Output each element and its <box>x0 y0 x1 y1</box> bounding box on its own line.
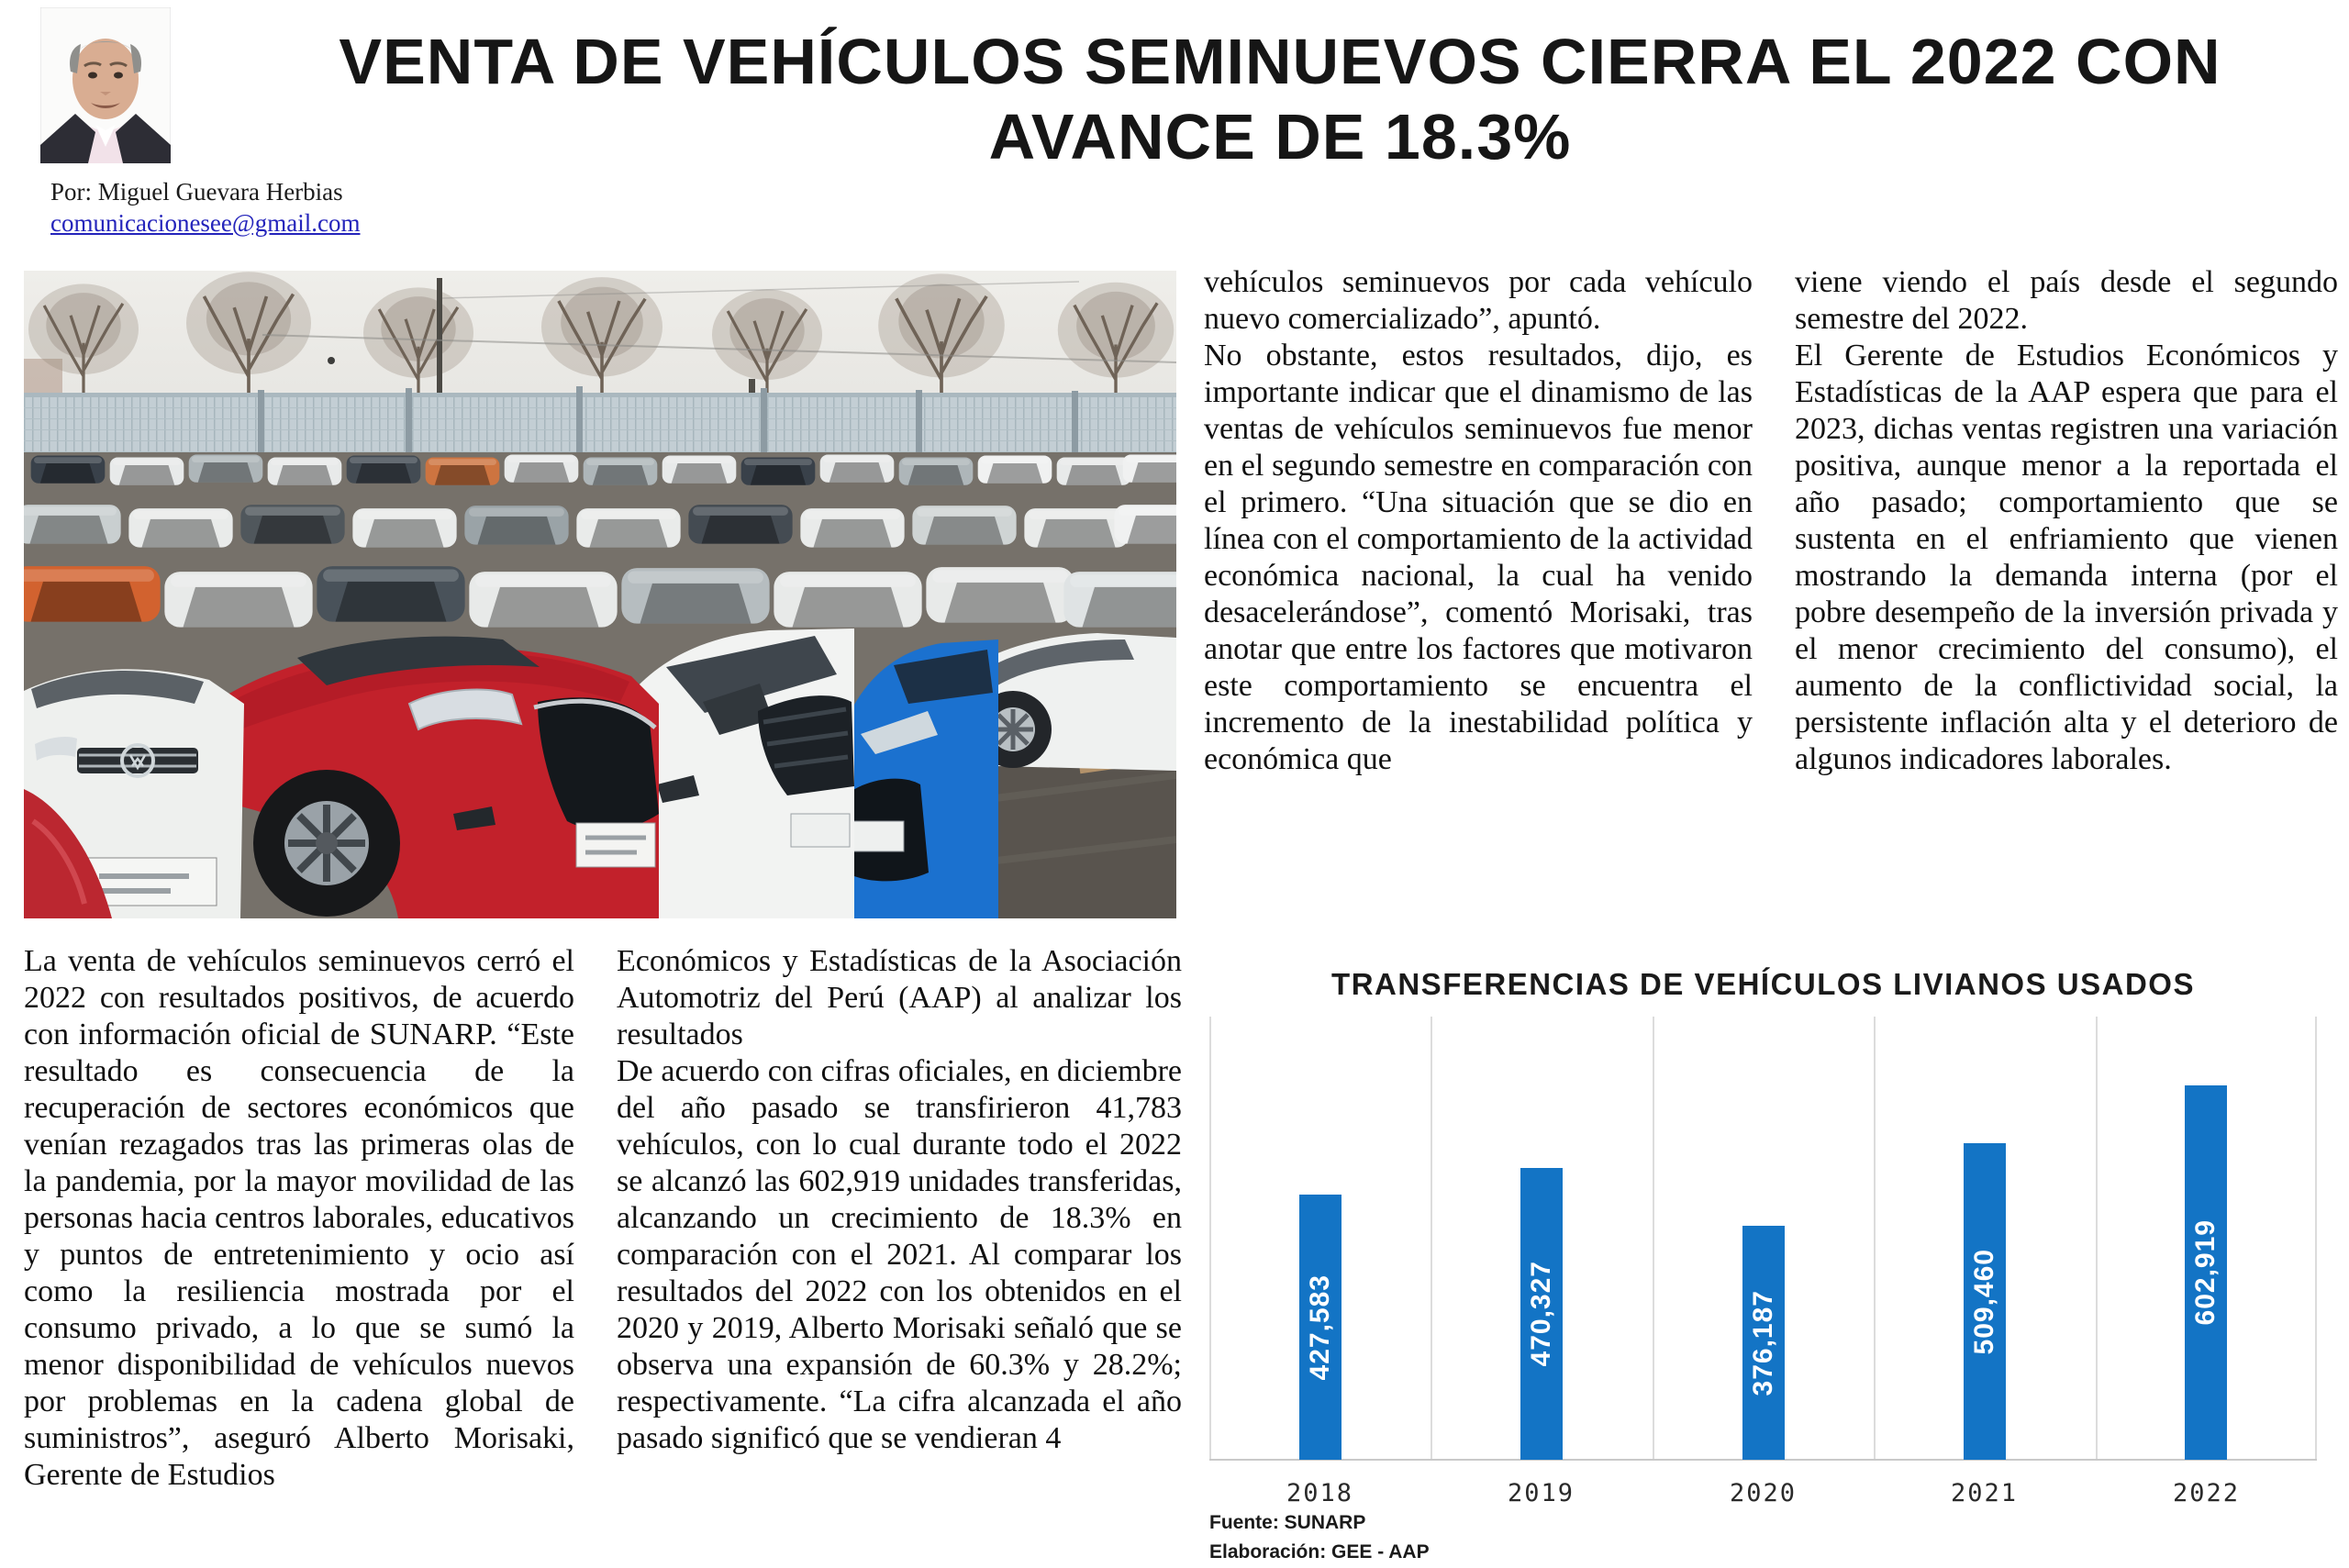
article-column-top-right <box>1795 264 2338 778</box>
chart-gridline <box>1653 1017 1654 1460</box>
bar-value-label: 376,187 <box>1748 1289 1778 1396</box>
paragraph: viene viendo el país desde el segundo semestre del 2022. <box>1795 265 2338 336</box>
article-column-top-middle <box>1204 264 1753 778</box>
used-car-lot-photo <box>24 271 1176 918</box>
page-title-line2: AVANCE DE 18.3% <box>988 101 1572 172</box>
chart-year-label: 2018 <box>1286 1479 1354 1507</box>
paragraph: No obstante, estos resultados, dijo, es importante indicar que el dinamismo de las ventas de vehículos seminuevos fue menor en el segundo semestre en comparación con el primero. “Una situación que se dio en línea con el comportamiento de la actividad económica nacional, la cual ha venido desacelerándose”, comentó Morisaki, tras anotar que entre los factores que motivaron este comportamiento se encuentra el incremento de la inestabilidad política y económica que <box>1204 339 1753 776</box>
paragraph: La venta de vehículos seminuevos cerró el 2022 con resultados positivos, de acuerdo con información oficial de SUNARP. “Este resultado es consecuencia de la recuperación de sectores económicos que venían rezagados tras las primeras olas de la pandemia, por la mayor movilidad de las personas hacia centros laborales, educativos y puntos de entretenimiento y ocio así como la resiliencia mostrada por el consumo privado, a lo que se sumó la menor disponibilidad de vehículos nuevos por problemas en la cadena global de suministros”, aseguró Alberto Morisaki, Gerente de Estudios <box>24 944 574 1492</box>
chart-plot-area <box>1209 1017 2317 1460</box>
chart-x-axis-labels <box>1209 1479 2317 1512</box>
fence <box>24 386 1176 456</box>
author-email-link[interactable]: comunicacionesee@gmail.com <box>50 209 361 237</box>
article-column-bottom-middle <box>617 943 1182 1457</box>
page-title <box>229 24 2331 174</box>
paragraph: Económicos y Estadísticas de la Asociación Automotriz del Perú (AAP) al analizar los resultados <box>617 944 1182 1051</box>
chart-gridline <box>1431 1017 1432 1460</box>
chart-bar <box>1964 1143 2006 1460</box>
car-row-near <box>24 566 1176 627</box>
author-portrait-photo <box>40 7 171 163</box>
chart-bar <box>2185 1085 2227 1460</box>
bar-value-label: 602,919 <box>2190 1219 2221 1326</box>
chart-gridline <box>1209 1017 1211 1460</box>
chart-elaboration-note: Elaboración: GEE - AAP <box>1209 1541 1430 1562</box>
bar-value-label: 470,327 <box>1526 1261 1556 1367</box>
bird <box>328 357 335 364</box>
chart-year-label: 2021 <box>1950 1479 2019 1507</box>
chart-bar <box>1520 1168 1563 1460</box>
chart-source-note: Fuente: SUNARP <box>1209 1512 1366 1533</box>
car-row-middle <box>24 505 1176 547</box>
article-column-bottom-left <box>24 943 574 1494</box>
paragraph: De acuerdo con cifras oficiales, en diciembre del año pasado se transfirieron 41,783 vehículos, con lo cual durante todo el 2022 se alcanzó las 602,919 unidades transferidas, alcanzando un crecimiento de 18.3% en comparación con el 2021. Al comparar los resultados del 2022 con los obtenidos en el 2020 y 2019, Alberto Morisaki señaló que se observa una expansión de 60.3% y 28.2%; respectivamente. “La cifra alcanzada el año pasado significó que se vendieran 4 <box>617 1054 1182 1455</box>
paragraph: vehículos seminuevos por cada vehículo nuevo comercializado”, apuntó. <box>1204 265 1753 336</box>
chart-gridline <box>2315 1017 2317 1460</box>
bar-value-label: 509,460 <box>1969 1248 1999 1355</box>
byline: Por: Miguel Guevara Herbias <box>50 178 343 206</box>
chart-bar <box>1742 1226 1785 1460</box>
car-row-far <box>31 455 1176 485</box>
chart-year-label: 2022 <box>2172 1479 2241 1507</box>
chart-gridline <box>2096 1017 2098 1460</box>
chart-title: TRANSFERENCIAS DE VEHÍCULOS LIVIANOS USADOS <box>1331 967 2195 1001</box>
page-title-line1: VENTA DE VEHÍCULOS SEMINUEVOS CIERRA EL 2022 CON <box>339 26 2221 97</box>
chart <box>1209 954 2317 1568</box>
bar-value-label: 427,583 <box>1305 1273 1335 1381</box>
chart-bar <box>1299 1195 1341 1460</box>
paragraph: El Gerente de Estudios Económicos y Estadísticas de la AAP espera que para el 2023, dichas ventas registren una variación positiva, aunque menor a la reportada el año pasado; comportamiento que se sustenta en el enfriamiento que vienen mostrando la demanda interna (por el pobre desempeño de la inversión privada y el menor crecimiento del consumo), el aumento de la conflictividad social, la persistente inflación alta y el deterioro de algunos indicadores laborales. <box>1795 339 2338 776</box>
chart-year-label: 2019 <box>1507 1479 1575 1507</box>
chart-year-label: 2020 <box>1729 1479 1798 1507</box>
chart-gridline <box>1874 1017 1876 1460</box>
